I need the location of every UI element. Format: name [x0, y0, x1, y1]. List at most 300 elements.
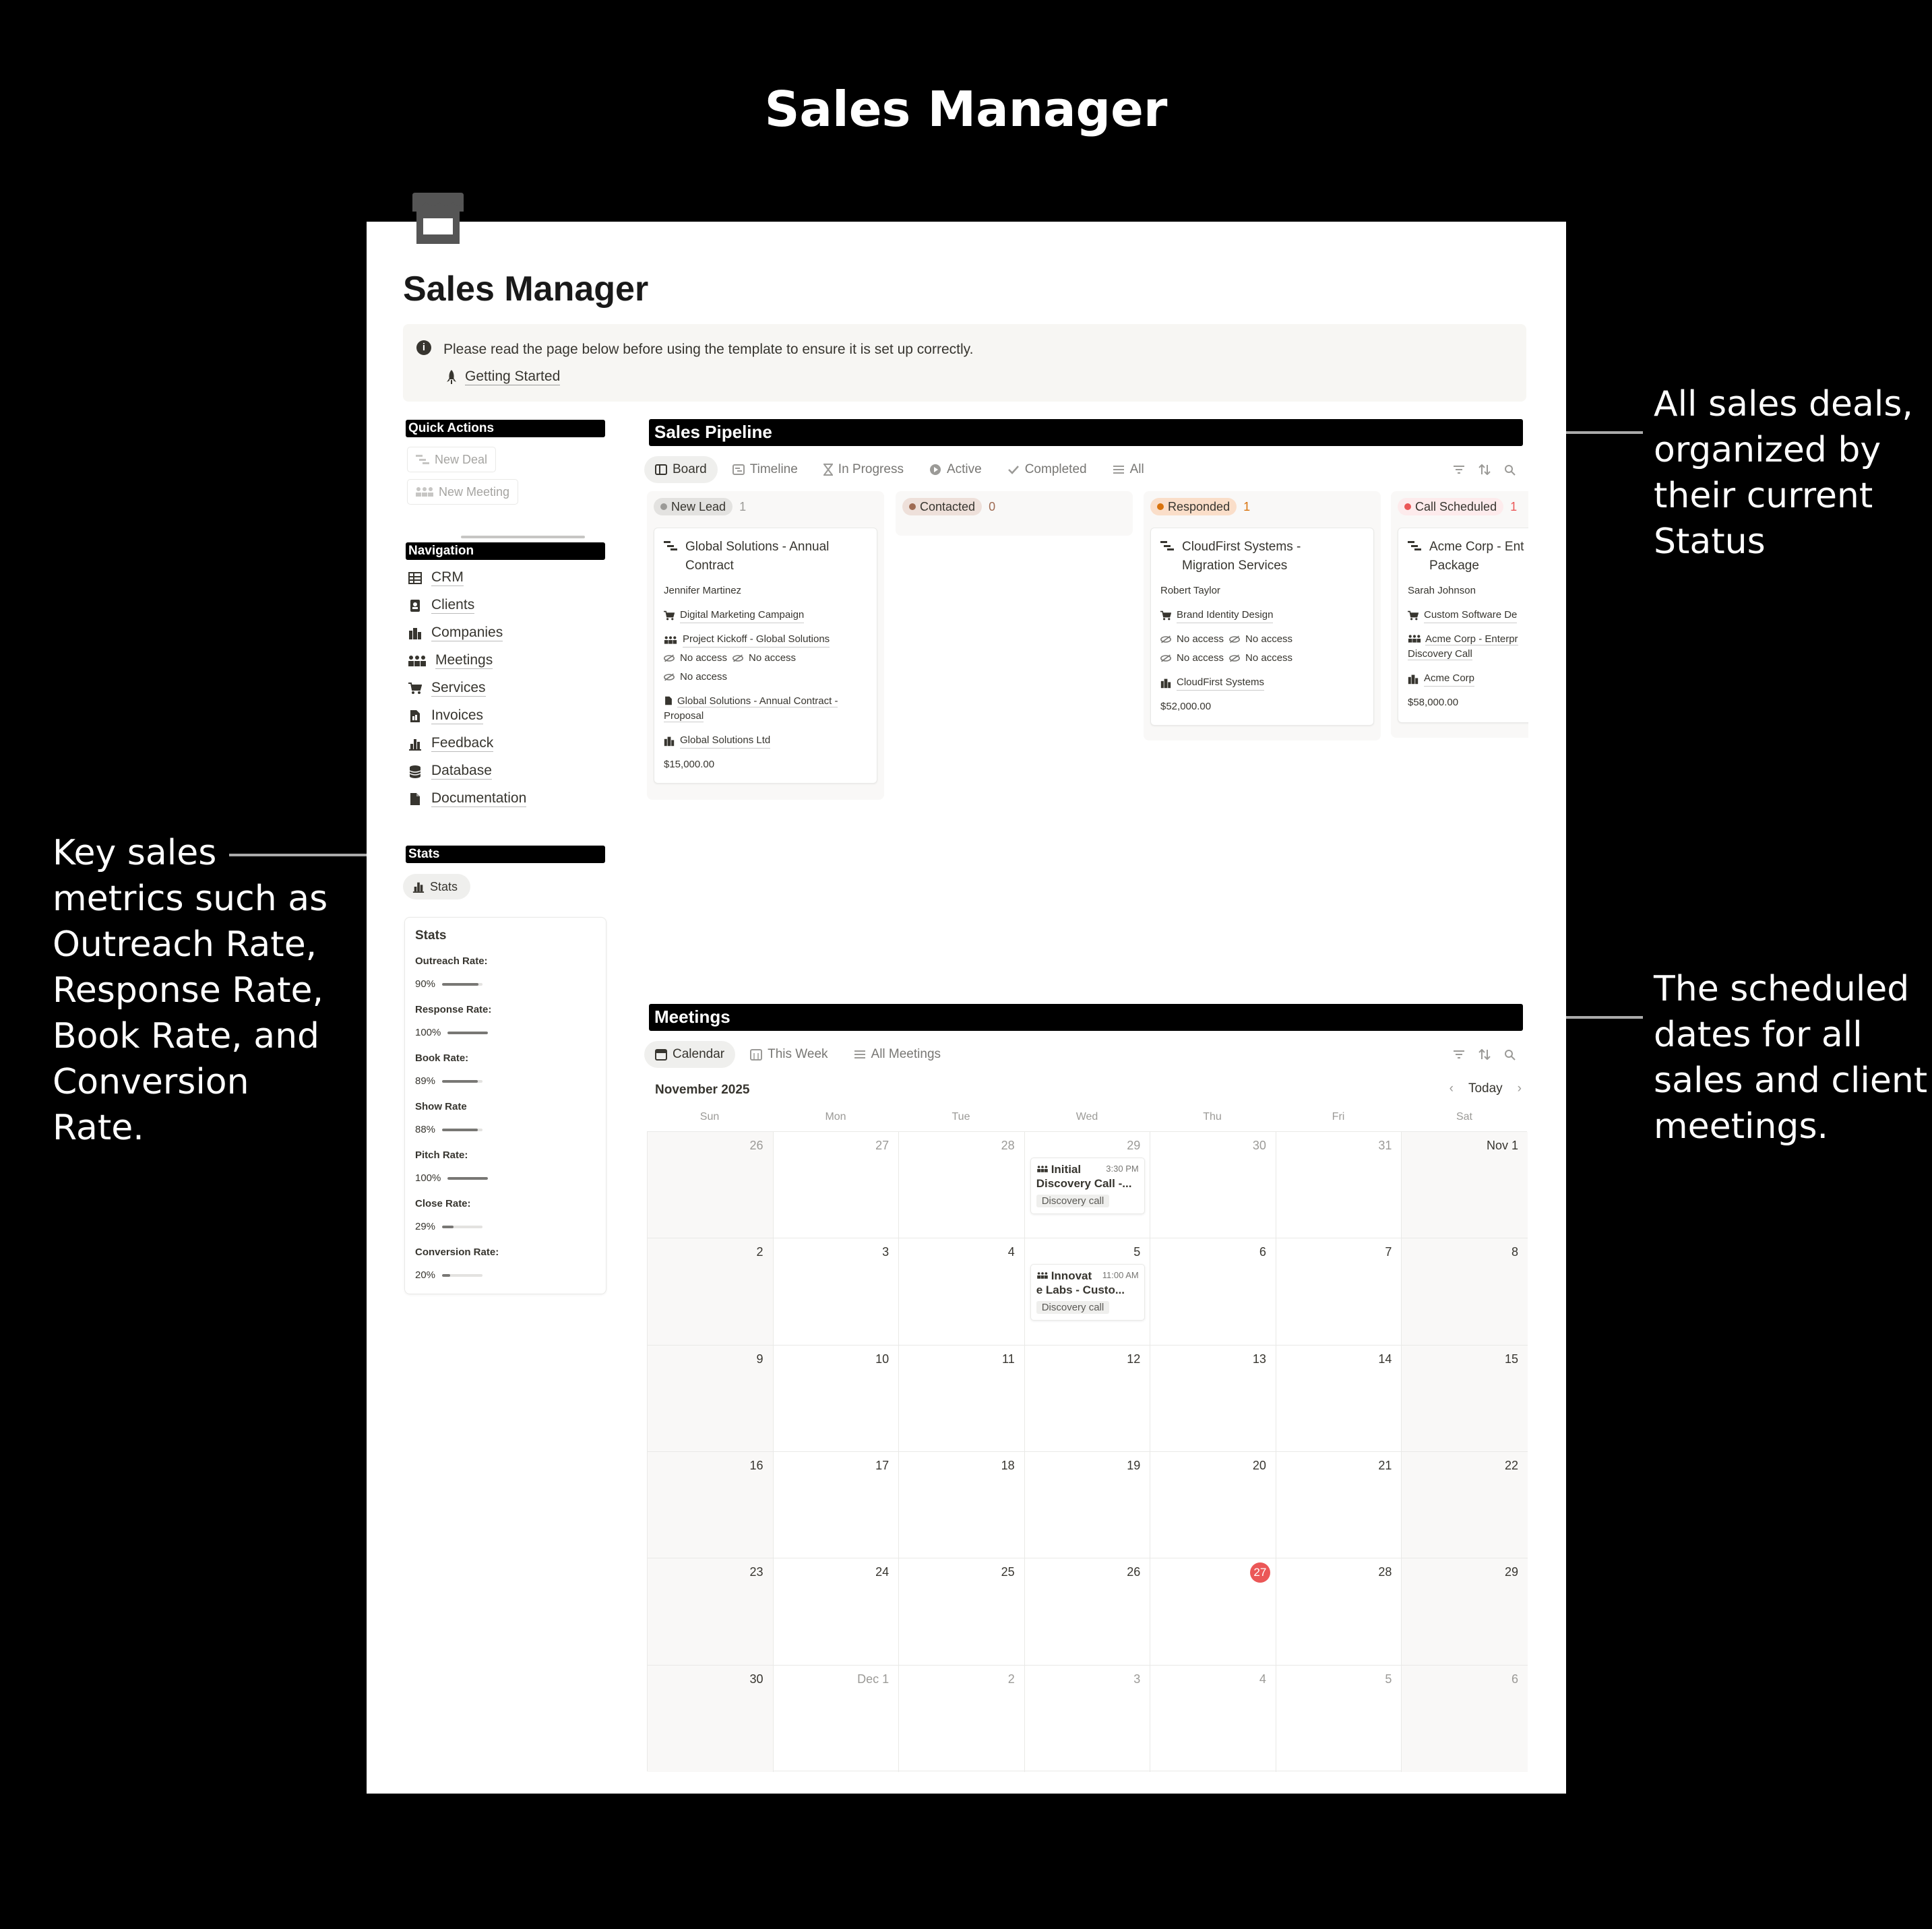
card-service[interactable]: Brand Identity Design: [1160, 608, 1369, 623]
chart-icon: [408, 737, 422, 751]
weekday-label: Sun: [699, 1111, 720, 1122]
weekday-label: Thu: [1203, 1111, 1222, 1122]
meeting-icon: [1036, 1271, 1049, 1279]
stats-heading: Stats: [406, 846, 605, 863]
status-label: Responded: [1168, 499, 1230, 513]
stat-bar: [442, 1274, 482, 1277]
page-title: Sales Manager: [403, 270, 649, 309]
tab-timeline[interactable]: [722, 456, 809, 483]
column-header: [1398, 498, 1517, 515]
tab-in-progress[interactable]: [813, 456, 914, 483]
day-number: 29: [1504, 1565, 1518, 1579]
eye-off-icon: [733, 654, 743, 662]
calendar-day[interactable]: [648, 1346, 774, 1452]
meeting-icon: [1408, 634, 1421, 643]
nav-companies-label: Companies: [431, 625, 503, 640]
card-contact: Robert Taylor: [1160, 585, 1220, 596]
calendar-day[interactable]: [899, 1346, 1025, 1452]
nav-meetings[interactable]: [408, 652, 493, 669]
tab-board[interactable]: [644, 456, 718, 483]
day-number: 7: [1385, 1245, 1392, 1259]
day-number: 21: [1378, 1459, 1392, 1472]
tab-label: Calendar: [673, 1047, 725, 1061]
calendar-day[interactable]: [648, 1452, 774, 1558]
annotation-line: Response Rate,: [53, 970, 324, 1011]
day-number: 10: [875, 1352, 890, 1366]
filter-icon[interactable]: [1453, 1049, 1465, 1060]
day-number: 30: [749, 1672, 764, 1686]
filter-icon[interactable]: [1453, 464, 1465, 475]
eye-off-icon: [664, 654, 675, 662]
tab-label: All: [1129, 462, 1144, 476]
nav-companies[interactable]: [408, 625, 503, 641]
status-badge[interactable]: [902, 498, 982, 515]
calendar-day[interactable]: [1150, 1666, 1276, 1772]
stat-value-row: [415, 1269, 482, 1281]
event-time: 3:30 PM: [1106, 1164, 1139, 1174]
meeting-icon: [408, 654, 426, 668]
nav-crm-label: CRM: [431, 569, 464, 585]
calendar-day[interactable]: [1150, 1132, 1276, 1238]
eye-off-icon: [1160, 654, 1171, 662]
stat-value-row: [415, 1124, 482, 1135]
card-amount: $58,000.00: [1408, 697, 1459, 708]
day-number: 29: [1127, 1139, 1141, 1152]
calendar-day[interactable]: [899, 1666, 1025, 1772]
card-contact: Sarah Johnson: [1408, 585, 1476, 596]
nav-clients-label: Clients: [431, 597, 475, 612]
board-column-clip: [1391, 491, 1528, 738]
day-number: 18: [1001, 1459, 1015, 1472]
annotation-line: their current: [1654, 476, 1873, 516]
tab-this-week[interactable]: [739, 1041, 838, 1068]
stat-bar: [442, 1129, 482, 1131]
day-number: 4: [1259, 1672, 1266, 1686]
calendar-day[interactable]: [648, 1666, 774, 1772]
day-number: 26: [1127, 1565, 1141, 1579]
annotation-line: Rate.: [53, 1108, 144, 1148]
card-service[interactable]: Digital Marketing Campaign: [664, 608, 873, 623]
day-number: 8: [1511, 1245, 1518, 1259]
nav-feedback-label: Feedback: [431, 735, 494, 751]
deal-icon: [1160, 540, 1174, 551]
card-company[interactable]: Global Solutions Ltd: [664, 733, 873, 749]
stats-tab-label: Stats: [430, 879, 458, 893]
calendar-day[interactable]: [899, 1132, 1025, 1238]
stat-value: 89%: [415, 1075, 436, 1087]
hourglass-icon: [823, 464, 833, 476]
annotation-stats: [53, 830, 328, 1151]
play-icon: [929, 464, 941, 476]
day-number: Dec 1: [857, 1672, 890, 1686]
calendar-nav: [1450, 1081, 1522, 1096]
calendar-day[interactable]: [774, 1346, 900, 1452]
tab-label: All Meetings: [871, 1047, 941, 1061]
annotation-line: Status: [1654, 521, 1766, 562]
status-badge[interactable]: [1150, 498, 1237, 515]
rocket-icon: [446, 370, 457, 385]
status-badge[interactable]: [654, 498, 733, 515]
day-number: 5: [1385, 1672, 1392, 1686]
tab-calendar[interactable]: [644, 1041, 735, 1068]
annotation-line: meetings.: [1654, 1106, 1829, 1147]
today-button[interactable]: Today: [1468, 1081, 1503, 1096]
eye-off-icon: [664, 673, 675, 681]
callout: [403, 324, 1526, 402]
day-number: 25: [1001, 1565, 1015, 1579]
sort-icon[interactable]: [1478, 464, 1491, 475]
stat-value: 29%: [415, 1221, 436, 1232]
event-title-line2: Discovery Call -...: [1036, 1177, 1132, 1190]
card-title-line: Package: [1429, 559, 1479, 573]
building-icon: [664, 736, 675, 747]
calendar-day[interactable]: [1276, 1346, 1402, 1452]
cart-icon: [408, 682, 422, 695]
weekday-label: Sat: [1456, 1111, 1472, 1122]
day-number: 2: [1007, 1672, 1015, 1686]
status-dot: [909, 503, 916, 510]
tab-label: Active: [946, 462, 982, 476]
day-number: 31: [1378, 1139, 1392, 1152]
calendar-day[interactable]: [1402, 1558, 1528, 1665]
board-icon: [655, 464, 667, 475]
meetings-tabs: [644, 1041, 952, 1068]
stat-label: Pitch Rate:: [415, 1149, 468, 1161]
card-company[interactable]: CloudFirst Systems: [1160, 675, 1369, 691]
new-deal-label: New Deal: [435, 452, 488, 466]
tab-label: This Week: [768, 1047, 828, 1061]
card-title-line: Migration Services: [1182, 559, 1288, 573]
calendar-day[interactable]: [1025, 1452, 1151, 1558]
calendar-day[interactable]: [1025, 1238, 1151, 1345]
annotation-line: organized by: [1654, 430, 1881, 470]
deal-icon: [1408, 540, 1421, 551]
annotation-line: All sales deals,: [1654, 384, 1913, 424]
annotation-line: dates for all: [1654, 1015, 1863, 1055]
card-amount: $15,000.00: [664, 759, 715, 770]
calendar-day[interactable]: [1025, 1666, 1151, 1772]
day-number: 23: [749, 1565, 764, 1579]
timeline-icon: [733, 464, 745, 475]
stat-bar: [442, 1226, 482, 1228]
day-number: 17: [875, 1459, 890, 1472]
calendar-day[interactable]: [1025, 1346, 1151, 1452]
tab-all-meetings[interactable]: [843, 1041, 952, 1068]
event-time: 11:00 AM: [1102, 1270, 1139, 1281]
day-number: 20: [1252, 1459, 1266, 1472]
calendar-day[interactable]: [1150, 1346, 1276, 1452]
weekday-label: Tue: [952, 1111, 970, 1122]
nav-documentation-label: Documentation: [431, 790, 527, 806]
column-count: 1: [1243, 499, 1251, 513]
status-dot: [660, 503, 667, 510]
column-count: 1: [739, 499, 747, 513]
stat-bar-fill: [442, 1129, 478, 1131]
meeting-icon: [416, 486, 433, 497]
sort-icon[interactable]: [1478, 1049, 1491, 1060]
cart-icon: [1408, 610, 1419, 621]
pipeline-tabs: [644, 456, 1155, 483]
nav-meetings-label: Meetings: [435, 652, 493, 668]
tab-all[interactable]: [1102, 456, 1155, 483]
nav-invoices-label: Invoices: [431, 707, 484, 723]
stat-label: Outreach Rate:: [415, 955, 488, 967]
stat-value: 88%: [415, 1124, 436, 1135]
pipeline-tools: [1453, 464, 1516, 476]
quick-actions-heading: Quick Actions: [406, 420, 605, 437]
calendar-day[interactable]: [774, 1132, 900, 1238]
stat-value-row: [415, 978, 482, 990]
document-icon: [408, 792, 422, 806]
card-service[interactable]: Custom Software De: [1408, 608, 1528, 623]
calendar-event[interactable]: [1030, 1158, 1145, 1214]
stats-card: [404, 917, 606, 1294]
card-title: [1408, 538, 1528, 575]
nav-invoices[interactable]: [408, 707, 483, 724]
deal-card[interactable]: [1398, 528, 1528, 723]
card-meeting[interactable]: Acme Corp - Enterpr Discovery Call: [1408, 633, 1518, 660]
annotation-line: Conversion: [53, 1062, 249, 1102]
calendar-event[interactable]: [1030, 1264, 1145, 1321]
card-title: [664, 538, 866, 575]
nav-database[interactable]: [408, 763, 492, 780]
getting-started-label: Getting Started: [465, 369, 561, 384]
calendar-icon: [750, 1048, 762, 1061]
stat-bar-fill: [442, 1080, 478, 1083]
eye-off-icon: [1160, 635, 1171, 643]
calendar-day[interactable]: [1150, 1452, 1276, 1558]
calendar-day[interactable]: [774, 1666, 900, 1772]
meeting-icon: [664, 635, 677, 645]
day-number: 19: [1127, 1459, 1141, 1472]
day-number: 3: [882, 1245, 890, 1259]
calendar-day[interactable]: [1402, 1346, 1528, 1452]
nav-feedback[interactable]: [408, 735, 493, 752]
stat-value: 20%: [415, 1269, 436, 1281]
calendar-day[interactable]: [1150, 1238, 1276, 1345]
card-amount: $52,000.00: [1160, 701, 1212, 712]
annotation-line: Outreach Rate,: [53, 924, 317, 965]
today-marker: 27: [1250, 1562, 1270, 1583]
stat-value-row: [415, 1172, 488, 1184]
stat-bar-fill: [442, 1274, 450, 1277]
nav-crm[interactable]: [408, 569, 464, 586]
day-number: 14: [1378, 1352, 1392, 1366]
stat-bar: [442, 983, 482, 986]
day-number: 15: [1504, 1352, 1518, 1366]
card-title-line: Acme Corp - Ent: [1429, 540, 1524, 554]
board-column-responded: [1144, 491, 1381, 740]
calendar-icon: [655, 1048, 667, 1061]
stat-value: 100%: [415, 1027, 441, 1038]
stat-label: Show Rate: [415, 1101, 467, 1112]
stat-value-row: [415, 1075, 482, 1087]
card-access: No access No access: [664, 651, 873, 666]
annotation-line: The scheduled: [1654, 969, 1910, 1009]
nav-services-label: Services: [431, 680, 486, 695]
nav-clients[interactable]: [408, 597, 474, 614]
navigation-heading: Navigation: [406, 542, 605, 560]
day-number: 2: [756, 1245, 764, 1259]
meeting-icon: [1036, 1165, 1049, 1173]
annotation-pipeline: [1654, 381, 1913, 565]
day-number: 22: [1504, 1459, 1518, 1472]
calendar-day[interactable]: [648, 1132, 774, 1238]
card-company[interactable]: Acme Corp: [1408, 671, 1528, 687]
calendar-day[interactable]: [899, 1452, 1025, 1558]
calendar-day[interactable]: [1402, 1452, 1528, 1558]
day-number: 26: [749, 1139, 764, 1152]
calendar-day[interactable]: [1150, 1558, 1276, 1665]
stats-card-title: Stats: [415, 928, 447, 943]
board-column-new-lead: [647, 491, 884, 800]
eye-off-icon: [1229, 654, 1240, 662]
tab-completed[interactable]: [997, 456, 1098, 483]
nav-database-label: Database: [431, 763, 492, 778]
stat-value-row: [415, 1027, 488, 1038]
calendar-day[interactable]: [899, 1238, 1025, 1345]
database-icon: [408, 765, 422, 778]
tab-label: In Progress: [838, 462, 904, 476]
tab-active[interactable]: [918, 456, 993, 483]
calendar-day[interactable]: [648, 1558, 774, 1665]
calendar-day[interactable]: [648, 1238, 774, 1345]
weekday-label: Wed: [1076, 1111, 1098, 1122]
nav-documentation[interactable]: [408, 790, 526, 807]
callout-message: Please read the page below before using the template to ensure it is set up correctly.: [443, 342, 974, 357]
column-header: [902, 498, 995, 515]
annotation-line: Key sales: [53, 833, 217, 873]
store-icon: [410, 191, 466, 245]
status-label: Contacted: [920, 499, 976, 513]
annotation-line: metrics such as: [53, 879, 328, 919]
header-title: Sales Manager: [764, 81, 1168, 137]
calendar-day[interactable]: [1276, 1558, 1402, 1665]
new-meeting-button[interactable]: [407, 479, 518, 505]
card-access: No access: [664, 670, 873, 685]
column-header: [1150, 498, 1250, 515]
getting-started-link[interactable]: [446, 369, 560, 385]
invoice-icon: [664, 696, 673, 705]
stats-tab[interactable]: [403, 874, 470, 899]
stat-value-row: [415, 1221, 482, 1232]
day-number: Nov 1: [1486, 1139, 1518, 1152]
stat-bar: [442, 1080, 482, 1083]
column-count: 0: [989, 499, 996, 513]
stat-label: Response Rate:: [415, 1004, 492, 1015]
invoice-icon: [408, 709, 422, 723]
event-tag: Discovery call: [1036, 1195, 1110, 1207]
board-column-call-scheduled: [1391, 491, 1528, 738]
list-icon: [1113, 464, 1125, 475]
status-label: New Lead: [671, 499, 726, 513]
calendar-day[interactable]: [1025, 1558, 1151, 1665]
card-contact: Jennifer Martinez: [664, 585, 742, 596]
card-document[interactable]: Global Solutions - Annual Contract - Proposal: [664, 695, 838, 722]
contact-icon: [408, 599, 422, 612]
meetings-heading: Meetings: [649, 1004, 1523, 1031]
calendar-day[interactable]: [1025, 1132, 1151, 1238]
event-tag: Discovery call: [1036, 1301, 1110, 1314]
annotation-meetings: [1654, 966, 1927, 1149]
calendar-day[interactable]: [1276, 1666, 1402, 1772]
calendar-day[interactable]: [1402, 1666, 1528, 1772]
deal-card[interactable]: [654, 528, 877, 784]
board-column-contacted: [896, 491, 1133, 536]
calendar-day[interactable]: [1276, 1132, 1402, 1238]
cart-icon: [1160, 610, 1171, 621]
tab-label: Timeline: [749, 462, 798, 476]
nav-services[interactable]: [408, 680, 486, 697]
day-number: 9: [756, 1352, 764, 1366]
calendar-day[interactable]: [899, 1558, 1025, 1665]
chevron-right-icon[interactable]: ›: [1517, 1081, 1522, 1096]
eye-off-icon: [1229, 635, 1240, 643]
chart-icon: [412, 881, 425, 893]
tab-label: Completed: [1024, 462, 1087, 476]
calendar-day[interactable]: [1276, 1238, 1402, 1345]
deal-icon: [664, 540, 677, 551]
stat-label: Book Rate:: [415, 1052, 469, 1064]
card-title-line: Contract: [685, 559, 734, 573]
card-meeting[interactable]: Project Kickoff - Global Solutions: [664, 632, 873, 647]
calendar-day[interactable]: [1276, 1452, 1402, 1558]
stat-bar-fill: [447, 1177, 488, 1180]
tab-label: Board: [673, 462, 707, 476]
calendar-day[interactable]: [774, 1558, 900, 1665]
calendar-day[interactable]: [774, 1452, 900, 1558]
calendar-day[interactable]: [774, 1238, 900, 1345]
deal-card[interactable]: [1150, 528, 1374, 726]
building-icon: [1408, 674, 1419, 685]
cart-icon: [664, 610, 675, 621]
status-badge[interactable]: [1398, 498, 1503, 515]
notion-page: [367, 222, 1566, 1794]
status-label: Call Scheduled: [1415, 499, 1497, 513]
stat-bar-fill: [442, 1226, 454, 1228]
column-count: 1: [1510, 499, 1518, 513]
list-icon: [854, 1049, 866, 1060]
table-icon: [408, 571, 422, 585]
column-header: [654, 498, 746, 515]
stat-value: 100%: [415, 1172, 441, 1184]
search-icon[interactable]: [1504, 464, 1516, 476]
day-number: 13: [1252, 1352, 1266, 1366]
calendar-day[interactable]: [1402, 1238, 1528, 1345]
search-icon[interactable]: [1504, 1049, 1516, 1061]
weekday-label: Fri: [1332, 1111, 1345, 1122]
new-deal-button[interactable]: [407, 447, 496, 472]
calendar-day[interactable]: [1402, 1132, 1528, 1238]
day-number: 3: [1133, 1672, 1141, 1686]
meetings-tools: [1453, 1049, 1516, 1061]
chevron-left-icon[interactable]: ‹: [1449, 1081, 1454, 1096]
calendar-grid: [647, 1131, 1527, 1771]
stat-label: Conversion Rate:: [415, 1246, 499, 1258]
event-title: Initial: [1036, 1162, 1107, 1176]
day-number: 28: [1378, 1565, 1392, 1579]
deal-icon: [416, 454, 429, 465]
status-dot: [1157, 503, 1164, 510]
weekday-label: Mon: [825, 1111, 846, 1122]
scroll-indicator: [461, 536, 585, 538]
event-title-line2: e Labs - Custo...: [1036, 1284, 1125, 1297]
check-icon: [1007, 464, 1020, 475]
stat-value: 90%: [415, 978, 436, 990]
day-number: 24: [875, 1565, 890, 1579]
building-icon: [1160, 678, 1171, 689]
day-number: 5: [1133, 1245, 1141, 1259]
